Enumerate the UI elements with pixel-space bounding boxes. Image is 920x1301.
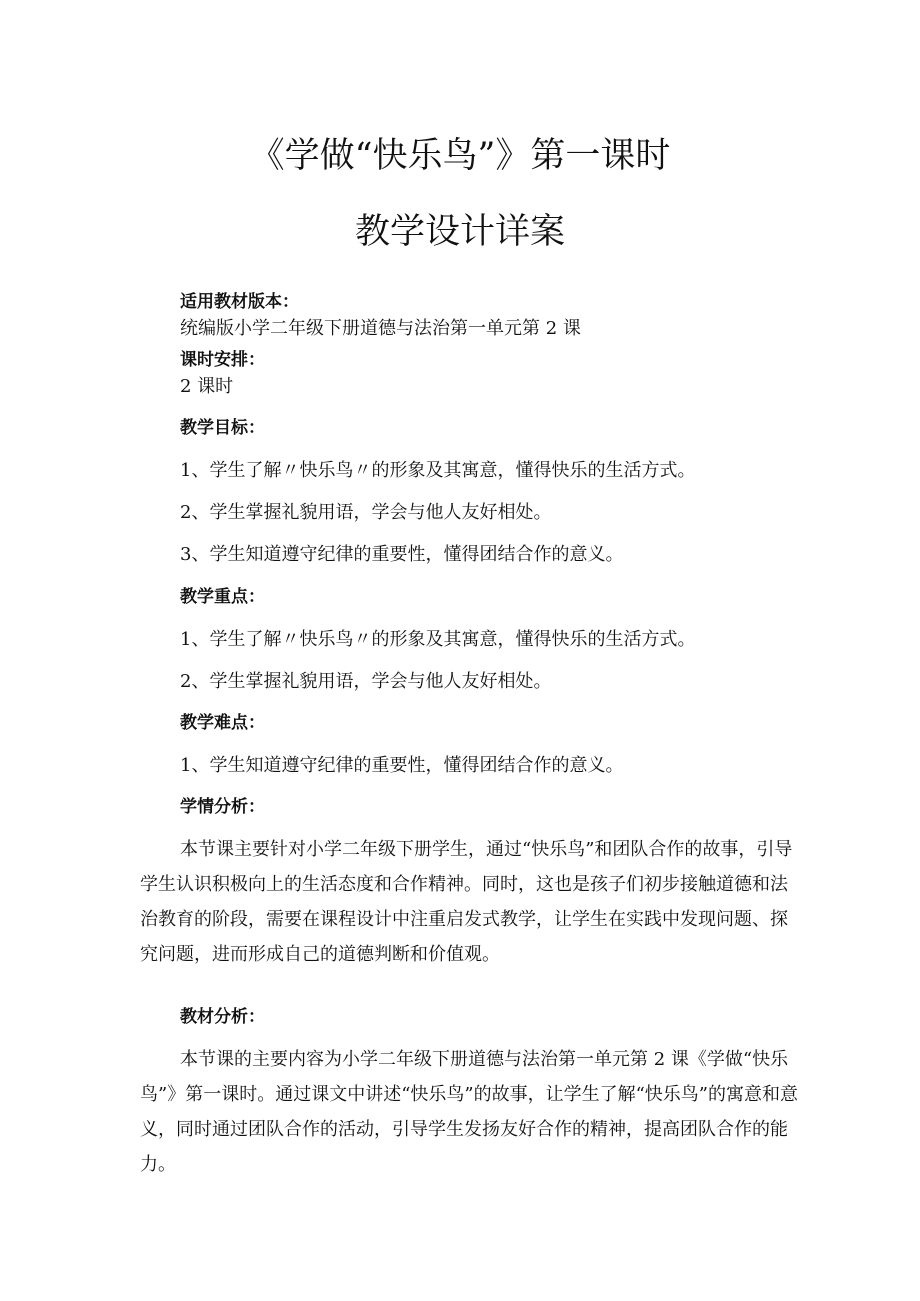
document-title: 《学做“快乐鸟”》第一课时	[249, 136, 671, 176]
student-analysis-label: 学情分析：	[180, 797, 265, 817]
schedule-label: 课时安排：	[180, 350, 265, 370]
material-analysis-label: 教材分析：	[180, 1007, 265, 1027]
key-points-label: 教学重点：	[180, 587, 265, 607]
key-point-item: 1、学生了解〃快乐鸟〃的形象及其寓意，懂得快乐的生活方式。	[180, 629, 696, 650]
textbook-value: 统编版小学二年级下册道德与法治第一单元第 2 课	[180, 318, 581, 339]
objectives-label: 教学目标：	[180, 418, 265, 438]
schedule-value: 2 课时	[180, 376, 234, 397]
key-point-item: 2、学生掌握礼貌用语，学会与他人友好相处。	[180, 671, 552, 692]
difficulties-label: 教学难点：	[180, 713, 265, 733]
objective-item: 1、学生了解〃快乐鸟〃的形象及其寓意，懂得快乐的生活方式。	[180, 460, 696, 481]
difficulty-item: 1、学生知道遵守纪律的重要性，懂得团结合作的意义。	[180, 755, 624, 776]
objective-item: 2、学生掌握礼貌用语，学会与他人友好相处。	[180, 502, 552, 523]
objective-item: 3、学生知道遵守纪律的重要性，懂得团结合作的意义。	[180, 544, 624, 565]
textbook-label: 适用教材版本：	[180, 292, 299, 312]
document-subtitle: 教学设计详案	[354, 212, 565, 252]
material-analysis-text: 本节课的主要内容为小学二年级下册道德与法治第一单元第 2 课《学做“快乐鸟”》第一课时。通过课文中讲述“快乐鸟”的故事，让学生了解“快乐鸟”的寓意和意义，同时通过团队合作的活动，引导学生发扬友好合作的精神，提高团队合作的能力。	[140, 1049, 799, 1175]
student-analysis-text: 本节课主要针对小学二年级下册学生，通过“快乐鸟”和团队合作的故事，引导学生认识积极向上的生活态度和合作精神。同时，这也是孩子们初步接触道德和法治教育的阶段，需要在课程设计中注重启发式教学，让学生在实践中发现问题、探究问题，进而形成自己的道德判断和价值观。	[140, 839, 793, 965]
